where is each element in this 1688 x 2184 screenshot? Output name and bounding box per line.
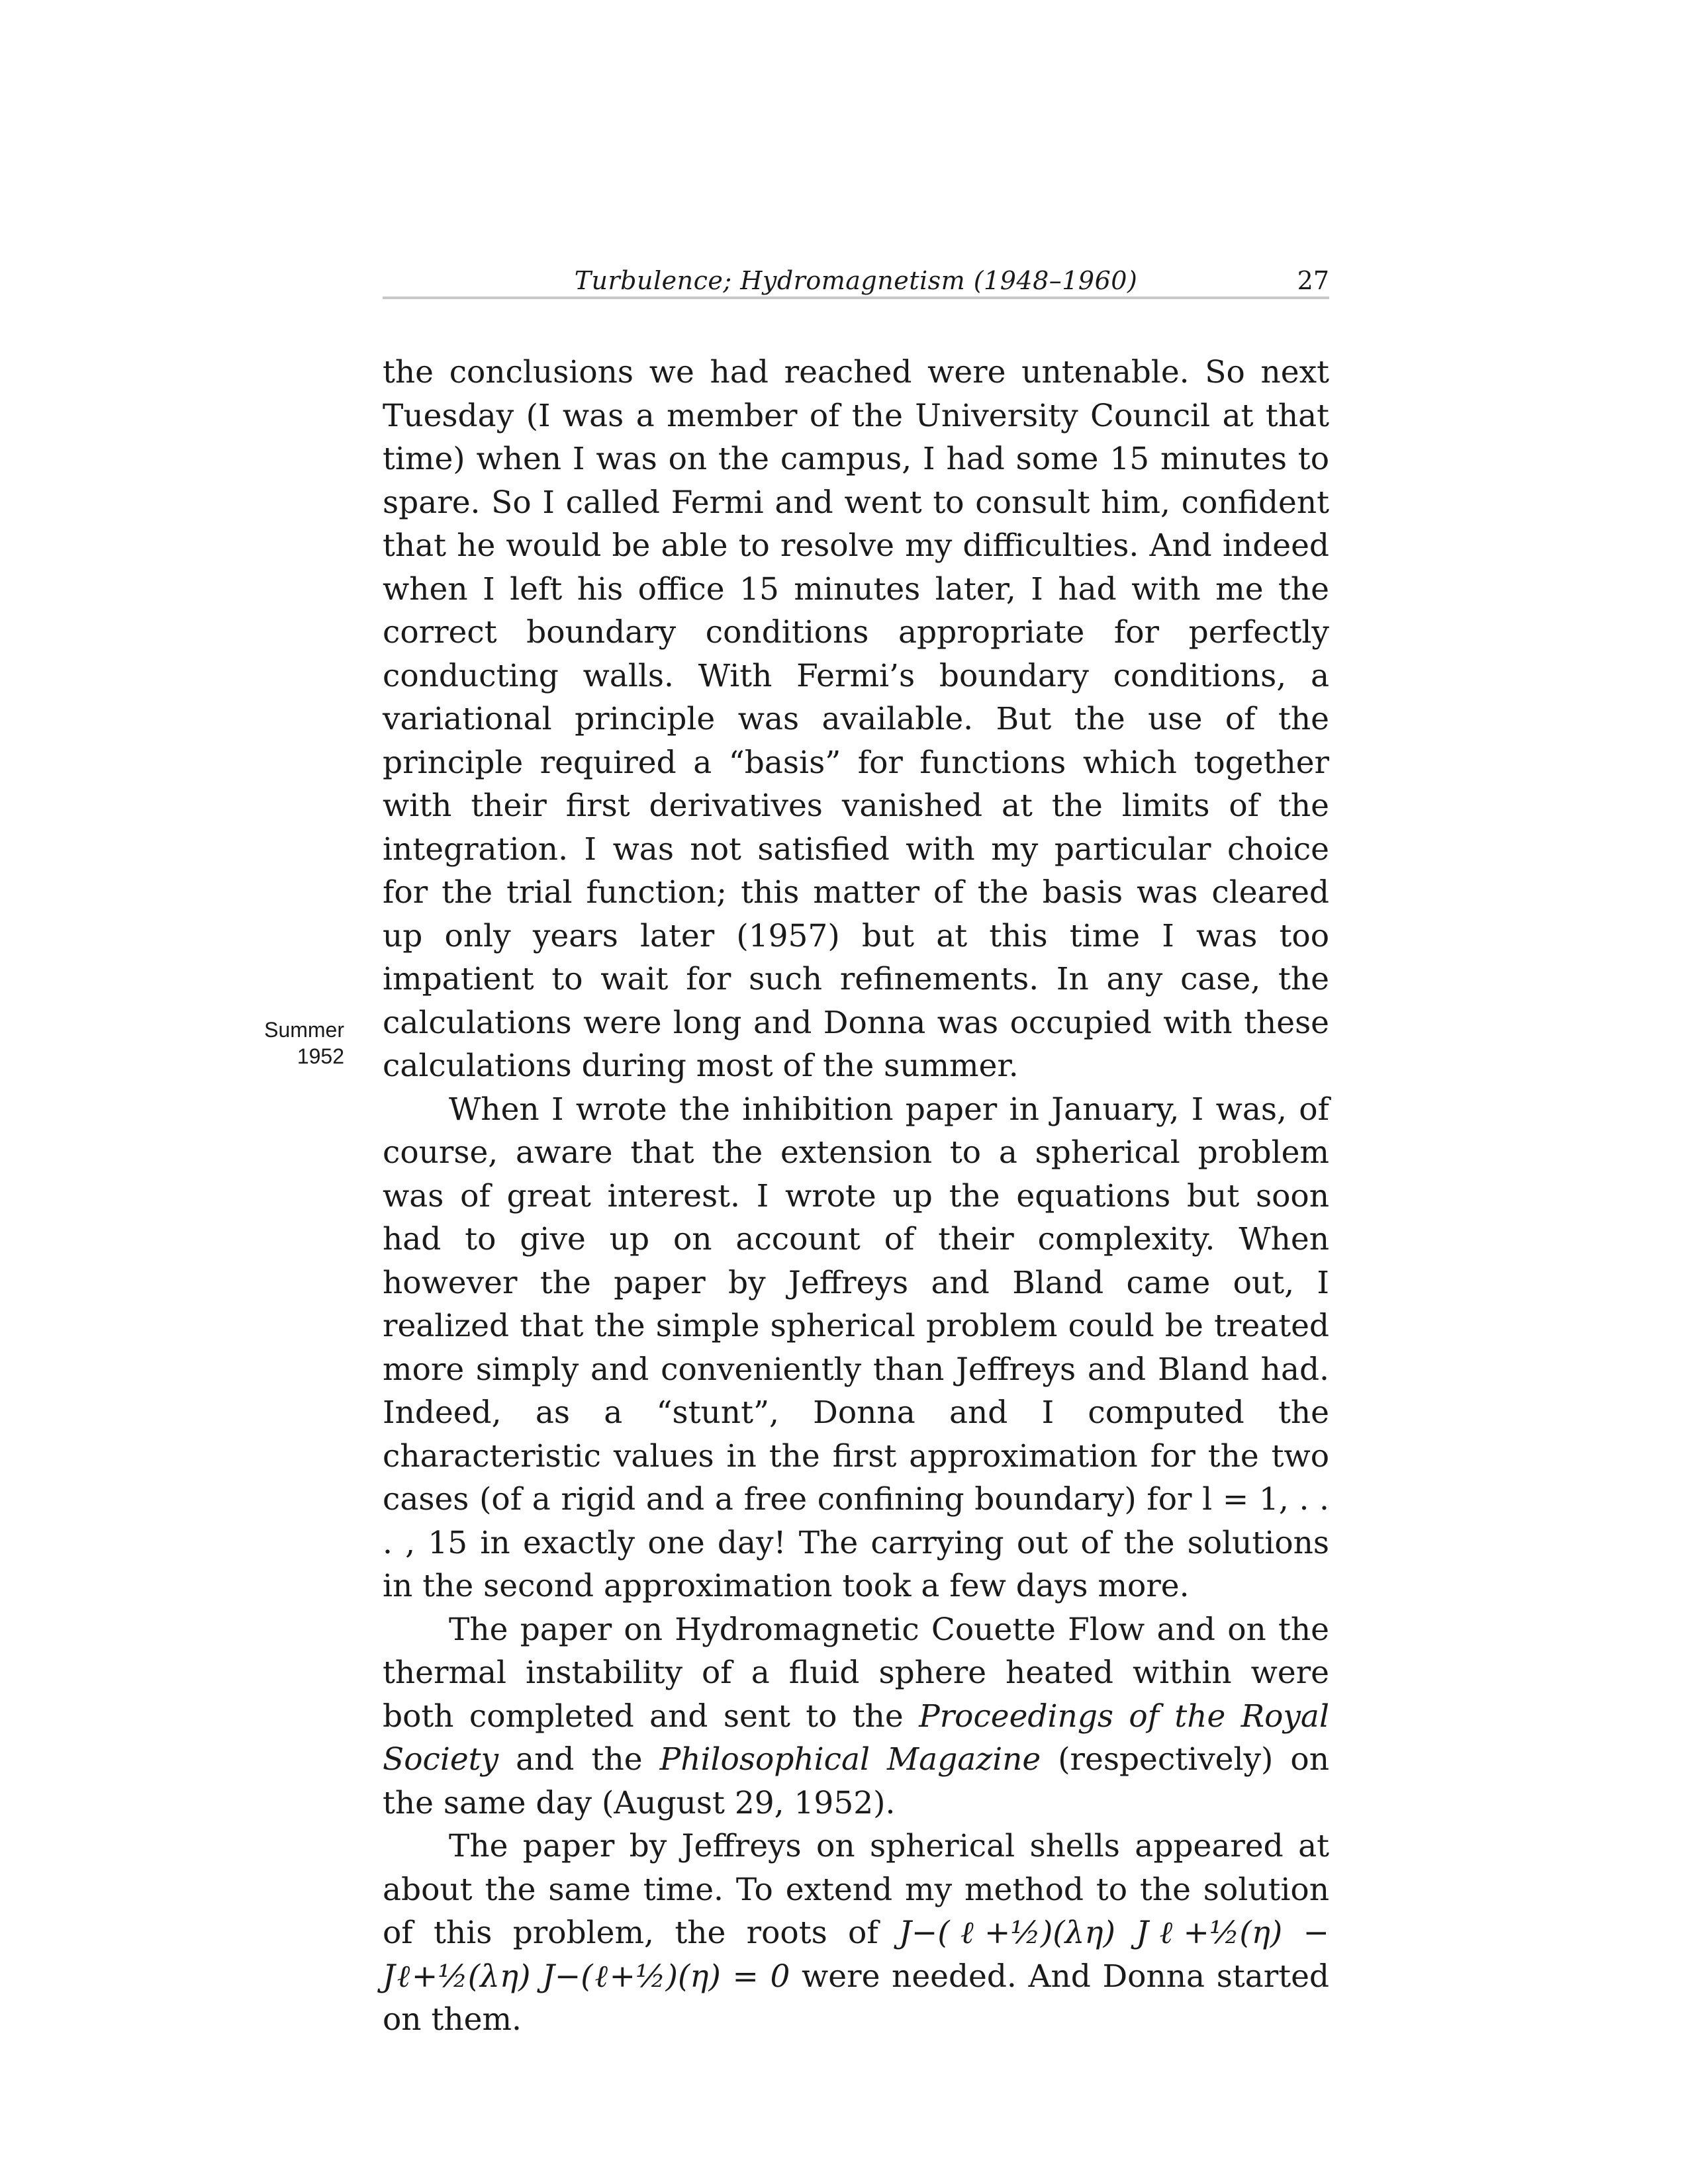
- paragraph-1: the conclusions we had reached were untenable. So next Tuesday (I was a member of the University Council at that time) when I was on the campus, I had some 15 minutes to spare. So I called Fermi and went to consult him, confident that he would be able to resolve my difficulties. And indeed when I left his office 15 minutes later, I had with me the correct boundary conditions appropriate for perfectly conducting walls. With Fermi’s boundary conditions, a variational principle was available. But the use of the principle required a “basis” for functions which together with their first derivatives vanished at the limits of the integration. I was not satisfied with my particular choice for the trial function; this matter of the basis was cleared up only years later (1957) but at this time I was too impatient to wait for such refinements. In any case, the calculations were long and Donna was occupied with these calculations during most of the summer.: [383, 354, 1329, 1084]
- body-text: [383, 351, 1329, 2042]
- journal-proceedings: Proceedings of the Royal Society: [383, 1698, 1329, 1778]
- paragraph-2: When I wrote the inhibition paper in January, I was, of course, aware that the extension to a spherical problem was of great interest. I wrote up the equations but soon had to give up on account of their complexity. When however the paper by Jeffreys and Bland came out, I realized that the simple spherical problem could be treated more simply and conveniently than Jeffreys and Bland had. Indeed, as a “stunt”, Donna and I computed the characteristic values in the first approximation for the two cases (of a rigid and a free confining boundary) for l = 1, . . . , 15 in exactly one day! The carrying out of the solutions in the second approximation took a few days more.: [383, 1091, 1329, 1604]
- bessel-equation: J−(ℓ+½)(λη) Jℓ+½(η) − Jℓ+½(λη) J−(ℓ+½)(η) = 0: [383, 1915, 1329, 1995]
- page-header: [383, 265, 1329, 298]
- paragraph-4: [383, 1825, 1329, 2042]
- running-title: Turbulence; Hydromagnetism (1948–1960): [574, 266, 1138, 295]
- margin-note-year: 1952: [297, 1044, 344, 1068]
- journal-philosophical-magazine: Philosophical Magazine: [659, 1741, 1041, 1778]
- paragraph-3-text-a: The paper on Hydromagnetic Couette Flow and on the thermal instability of a fluid sphere heated within were both completed and sent to the: [383, 1611, 1329, 1735]
- paragraph-3: [383, 1608, 1329, 1825]
- header-rule: [383, 296, 1329, 299]
- margin-note-season: Summer: [264, 1018, 344, 1042]
- paragraph-3-text-c: (respectively) on the same day (August 29, 1952).: [383, 1741, 1329, 1821]
- paragraph-4-text-a: The paper by Jeffreys on spherical shells appeared at about the same time. To extend my method to the solution of this problem, the roots of: [383, 1828, 1329, 1951]
- paragraph-3-text-b: and the: [498, 1741, 660, 1778]
- page-number: 27: [1297, 266, 1329, 295]
- margin-note: [238, 1017, 344, 1069]
- paragraph-4-text-b: were needed. And Donna started on them.: [383, 1958, 1329, 2038]
